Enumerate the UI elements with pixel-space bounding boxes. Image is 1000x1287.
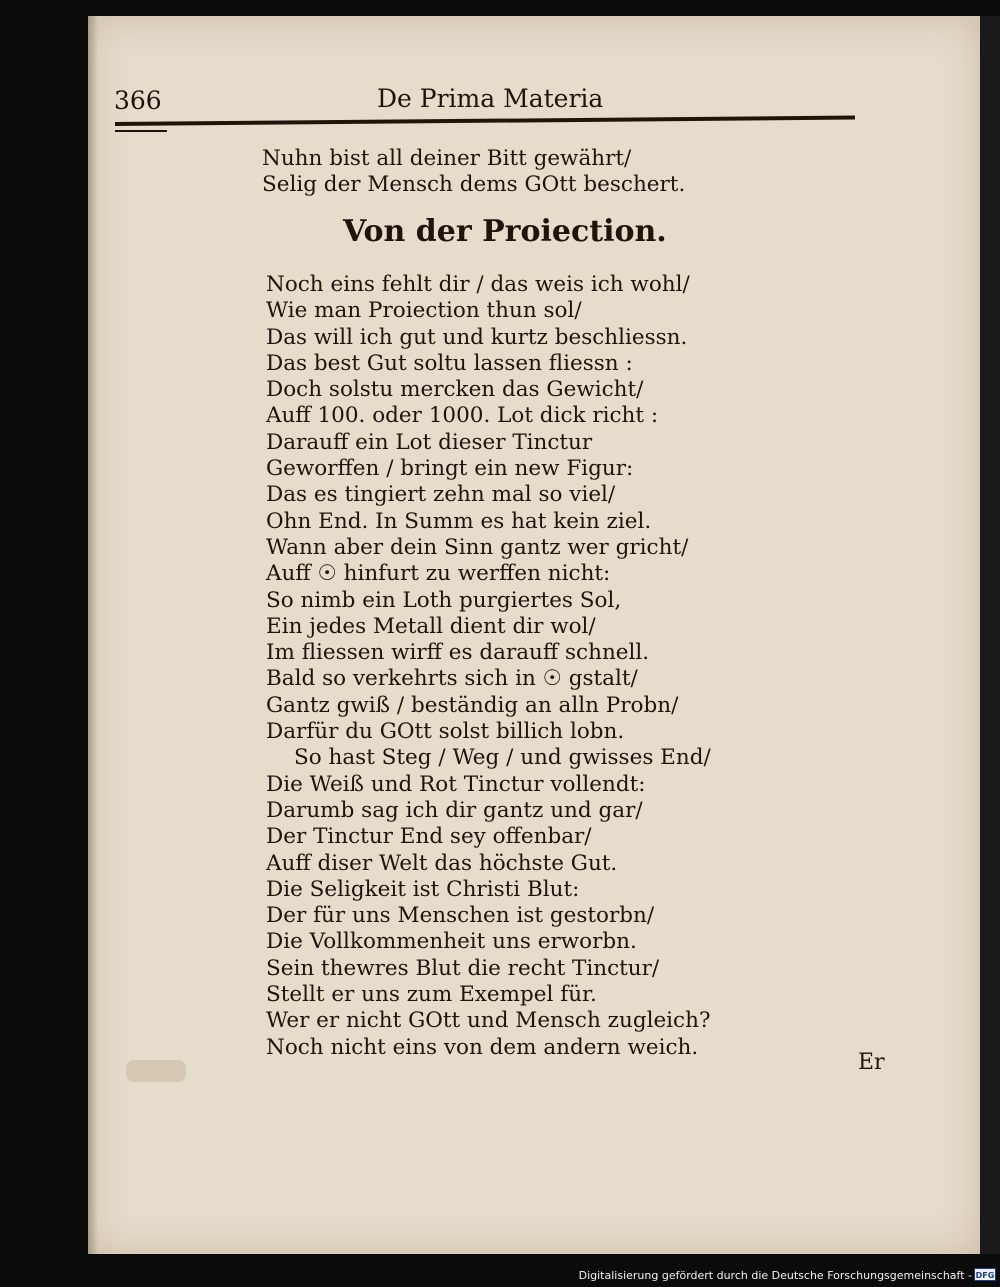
verse-line-indented: So hast Steg / Weg / und gwisses End/ xyxy=(294,745,711,771)
verse-line: Doch solstu mercken das Gewicht/ xyxy=(266,377,644,403)
page-edge-shadow xyxy=(88,16,98,1254)
verse-line: Wie man Proiection thun sol/ xyxy=(266,298,582,324)
verse-line: Auff 100. oder 1000. Lot dick richt : xyxy=(266,403,659,429)
verse-line: Das es tingiert zehn mal so viel/ xyxy=(266,482,616,508)
verse-line: Die Seligkeit ist Christi Blut: xyxy=(266,876,580,902)
dfg-logo: DFG xyxy=(974,1268,996,1281)
verse-line: Noch eins fehlt dir / das weis ich wohl/ xyxy=(266,272,690,297)
verse-line: Auff ☉ hinfurt zu werffen nicht: xyxy=(266,561,611,587)
verse-line: Sein thewres Blut die recht Tinctur/ xyxy=(266,955,660,981)
verse-line: Selig der Mensch dems GOtt beschert. xyxy=(262,172,686,198)
verse-line: Gantz gwiß / beständig an alln Probn/ xyxy=(266,692,679,718)
digitization-credit: Digitalisierung gefördert durch die Deutsche Forschungsgemeinschaft - xyxy=(578,1269,972,1282)
page-number: 366 xyxy=(114,86,162,115)
verse-line: Die Weiß und Rot Tinctur vollendt: xyxy=(266,771,646,797)
verse-line: Das will ich gut und kurtz beschliessn. xyxy=(266,324,688,350)
verse-line: Ohn End. In Summ es hat kein ziel. xyxy=(266,508,652,534)
header-rule-underline xyxy=(115,130,167,132)
verse-line: Wann aber dein Sinn gantz wer gricht/ xyxy=(266,534,689,560)
verse-line: Die Vollkommenheit uns erworbn. xyxy=(266,929,637,955)
verse-line: Ein jedes Metall dient dir wol/ xyxy=(266,613,596,639)
verse-line: Noch nicht eins von dem andern weich. xyxy=(266,1034,699,1060)
verse-line: Darfür du GOtt solst billich lobn. xyxy=(266,719,625,745)
running-title: De Prima Materia xyxy=(377,84,604,113)
verse-line: Nuhn bist all deiner Bitt gewährt/ xyxy=(262,146,632,171)
verse-line: Im fliessen wirff es darauff schnell. xyxy=(266,640,650,666)
verse-line: Stellt er uns zum Exempel für. xyxy=(266,982,597,1008)
catchword: Er xyxy=(858,1050,885,1075)
verse-line: Wer er nicht GOtt und Mensch zugleich? xyxy=(266,1008,711,1034)
verse-line: So nimb ein Loth purgiertes Sol, xyxy=(266,587,622,613)
ink-bleed-mark xyxy=(126,1060,186,1082)
verse-line: Geworffen / bringt ein new Figur: xyxy=(266,456,634,482)
verse-line: Bald so verkehrts sich in ☉ gstalt/ xyxy=(266,666,638,692)
verse-line: Darauff ein Lot dieser Tinctur xyxy=(266,429,593,455)
section-heading: Von der Proiection. xyxy=(343,214,667,249)
verse-line: Darumb sag ich dir gantz und gar/ xyxy=(266,797,643,823)
verse-line: Der Tinctur End sey offenbar/ xyxy=(266,824,592,850)
top-verses xyxy=(262,146,685,199)
main-verses xyxy=(266,272,711,1061)
scan-border-right xyxy=(980,16,1000,1254)
verse-line: Der für uns Menschen ist gestorbn/ xyxy=(266,903,655,929)
verse-line: Das best Gut soltu lassen fliessn : xyxy=(266,350,633,376)
verse-line: Auff diser Welt das höchste Gut. xyxy=(266,850,618,876)
